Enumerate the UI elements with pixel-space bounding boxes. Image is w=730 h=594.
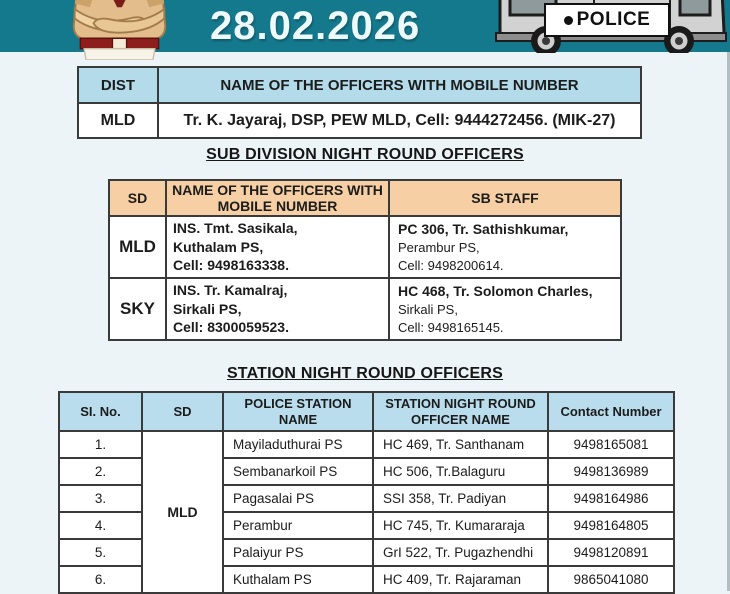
contact-number-cell: 9498136989 — [548, 458, 674, 485]
station-name-cell: Pagasalai PS — [223, 485, 373, 512]
contact-number-cell: 9498164986 — [548, 485, 674, 512]
contact-column-header: Contact Number — [548, 392, 674, 431]
sd-code-cell: MLD — [109, 216, 166, 278]
contact-number-cell: 9498120891 — [548, 539, 674, 566]
slno-cell: 2. — [59, 458, 142, 485]
round-officer-cell: GrI 522, Tr. Pugazhendhi — [373, 539, 548, 566]
police-car-panel — [544, 3, 670, 37]
sd-column-header: SD — [109, 180, 166, 216]
police-officer-mascot-icon — [52, 0, 187, 60]
contact-number-cell: 9498165081 — [548, 431, 674, 458]
officer-line: Cell: 8300059523. — [173, 319, 289, 336]
night-round-officer-column-header: STATION NIGHT ROUND OFFICER NAME — [373, 392, 548, 431]
round-officer-cell: SSI 358, Tr. Padiyan — [373, 485, 548, 512]
slno-cell: 3. — [59, 485, 142, 512]
slno-column-header: SI. No. — [59, 392, 142, 431]
slno-cell: 6. — [59, 566, 142, 593]
sb-staff-line: HC 468, Tr. Solomon Charles, — [398, 283, 593, 300]
police-car-label: POLICE — [576, 9, 651, 30]
sd-officer-cell — [166, 216, 389, 278]
top-banner — [0, 0, 730, 52]
slno-cell: 4. — [59, 512, 142, 539]
sb-staff-column-header: SB STAFF — [389, 180, 621, 216]
sd-code-cell: SKY — [109, 278, 166, 340]
sub-division-table — [108, 179, 622, 341]
sb-staff-line: Cell: 9498165145. — [398, 319, 504, 335]
sb-staff-line: Perambur PS, — [398, 240, 480, 256]
station-table — [58, 391, 675, 594]
duty-date: 28.02.2026 — [210, 4, 421, 48]
station-header-row — [59, 392, 674, 431]
district-table-header-row — [78, 67, 641, 103]
sub-division-row-mld — [109, 216, 621, 278]
station-section-title: STATION NIGHT ROUND OFFICERS — [226, 365, 504, 382]
sb-staff-line: PC 306, Tr. Sathishkumar, — [398, 221, 569, 238]
sub-division-row-sky — [109, 278, 621, 340]
contact-number-cell: 9498164805 — [548, 512, 674, 539]
officer-line: INS. Tmt. Sasikala, — [173, 220, 298, 237]
station-name-cell: Sembanarkoil PS — [223, 458, 373, 485]
round-officer-cell: HC 409, Tr. Rajaraman — [373, 566, 548, 593]
dist-column-header: DIST — [78, 67, 158, 103]
district-officer-cell: Tr. K. Jayaraj, DSP, PEW MLD, Cell: 9444272456. (MIK-27) — [158, 103, 641, 138]
sub-division-header-row — [109, 180, 621, 216]
police-station-column-header: POLICE STATION NAME — [223, 392, 373, 431]
sd-group-cell: MLD — [142, 431, 223, 593]
station-name-cell: Palaiyur PS — [223, 539, 373, 566]
contact-number-cell: 9865041080 — [548, 566, 674, 593]
officer-line: Sirkali PS, — [173, 300, 242, 317]
sb-staff-cell — [389, 278, 621, 340]
officer-line: Kuthalam PS, — [173, 238, 264, 255]
officer-line: INS. Tr. Kamalraj, — [173, 282, 288, 299]
officer-column-header: NAME OF THE OFFICERS WITH MOBILE NUMBER — [158, 67, 641, 103]
station-name-cell: Mayiladuthurai PS — [223, 431, 373, 458]
officers-column-header: NAME OF THE OFFICERS WITH MOBILE NUMBER — [166, 180, 389, 216]
sb-staff-cell — [389, 216, 621, 278]
sd-column-header: SD — [142, 392, 223, 431]
officer-line: Cell: 9498163338. — [173, 257, 289, 274]
sd-officer-cell — [166, 278, 389, 340]
district-code-cell: MLD — [78, 103, 158, 138]
sub-division-section-title: SUB DIVISION NIGHT ROUND OFFICERS — [206, 146, 524, 163]
station-row — [59, 431, 674, 458]
round-officer-cell: HC 506, Tr.Balaguru — [373, 458, 548, 485]
station-name-cell: Kuthalam PS — [223, 566, 373, 593]
district-table-row — [78, 103, 641, 138]
sb-staff-line: Cell: 9498200614. — [398, 257, 504, 273]
slno-cell: 1. — [59, 431, 142, 458]
sb-staff-line: Sirkali PS, — [398, 302, 458, 318]
station-name-cell: Perambur — [223, 512, 373, 539]
round-officer-cell: HC 745, Tr. Kumararaja — [373, 512, 548, 539]
district-officer-table — [77, 66, 642, 139]
slno-cell: 5. — [59, 539, 142, 566]
police-emblem-icon — [564, 16, 573, 25]
round-officer-cell: HC 469, Tr. Santhanam — [373, 431, 548, 458]
